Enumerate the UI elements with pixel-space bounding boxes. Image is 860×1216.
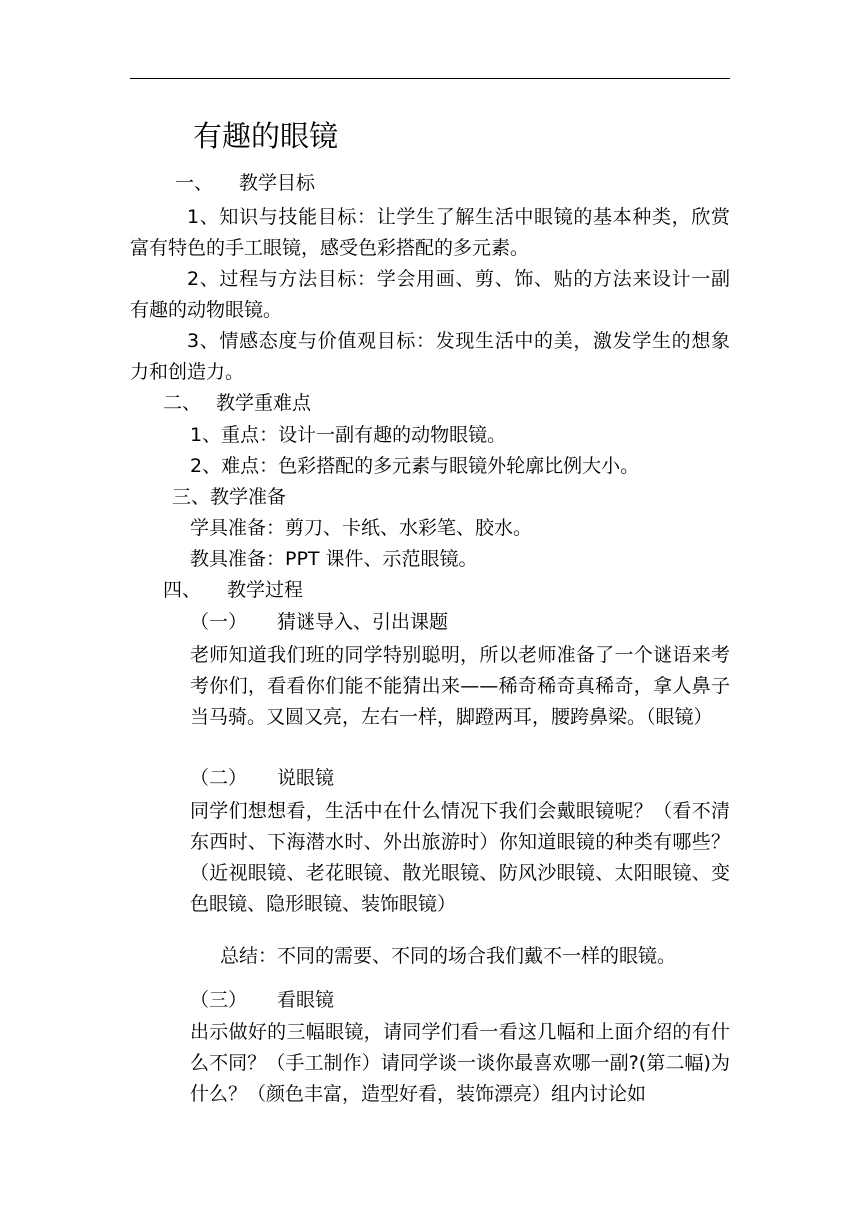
glasses-types-paragraph: 同学们想想看，生活中在什么情况下我们会戴眼镜呢？（看不清东西时、下海潜水时、外出旅游时）你知道眼镜的种类有哪些？（近视眼镜、老花眼镜、散光眼镜、防风沙眼镜、太阳眼镜、变色眼镜、隐形眼镜、装饰眼镜）	[190, 800, 730, 915]
student-materials: 学具准备：剪刀、卡纸、水彩笔、胶水。	[190, 517, 533, 539]
teacher-materials: 教具准备：PPT 课件、示范眼镜。	[190, 548, 478, 570]
section-1-number: 一、	[175, 172, 214, 194]
document-title: 有趣的眼镜	[193, 119, 339, 153]
difficult-point: 2、难点：色彩搭配的多元素与眼镜外轮廓比例大小。	[190, 455, 640, 477]
section-4-heading	[163, 578, 303, 602]
section-2-title: 教学重难点	[216, 392, 312, 414]
objective-1-text: 1、知识与技能目标：让学生了解生活中眼镜的基本种类，欣赏富有特色的手工眼镜，感受色彩搭配的多元素。	[130, 206, 730, 259]
subsection-1-heading	[190, 610, 448, 634]
section-3-heading: 三、教学准备	[172, 486, 287, 508]
section-1-title: 教学目标	[239, 172, 316, 194]
section-4-number: 四、	[163, 579, 202, 601]
subsection-2-number: （二）	[190, 767, 248, 789]
view-glasses-paragraph: 出示做好的三幅眼镜，请同学们看一看这几幅和上面介绍的有什么不同？（手工制作）请同学谈一谈你最喜欢哪一副?(第二幅)为什么？（颜色丰富，造型好看，装饰漂亮）组内讨论如	[190, 1021, 730, 1105]
riddle-paragraph: 老师知道我们班的同学特别聪明，所以老师准备了一个谜语来考考你们，看看你们能不能猜出来——稀奇稀奇真稀奇，拿人鼻子当马骑。又圆又亮，左右一样，脚蹬两耳，腰跨鼻梁。（眼镜）	[190, 644, 730, 728]
objective-3	[130, 326, 730, 388]
key-point: 1、重点：设计一副有趣的动物眼镜。	[190, 424, 507, 446]
subsection-3-title: 看眼镜	[277, 989, 335, 1011]
objective-2-text: 2、过程与方法目标：学会用画、剪、饰、贴的方法来设计一副有趣的动物眼镜。	[130, 268, 730, 321]
section-2-number: 二、	[163, 392, 202, 414]
objective-3-text: 3、情感态度与价值观目标：发现生活中的美，激发学生的想象力和创造力。	[130, 330, 730, 383]
section-4-title: 教学过程	[227, 579, 304, 601]
objective-1	[130, 202, 730, 264]
objective-2	[130, 264, 730, 326]
subsection-1-title: 猜谜导入、引出课题	[277, 611, 449, 633]
summary-text: 总结：不同的需要、不同的场合我们戴不一样的眼镜。	[220, 945, 677, 967]
subsection-2-title: 说眼镜	[277, 767, 335, 789]
section-2-heading	[163, 391, 311, 415]
subsection-2-heading	[190, 766, 334, 790]
header-rule	[130, 78, 730, 79]
section-1-heading	[175, 171, 315, 195]
subsection-1-number: （一）	[190, 611, 248, 633]
subsection-3-number: （三）	[190, 989, 248, 1011]
subsection-3-heading	[190, 988, 334, 1012]
